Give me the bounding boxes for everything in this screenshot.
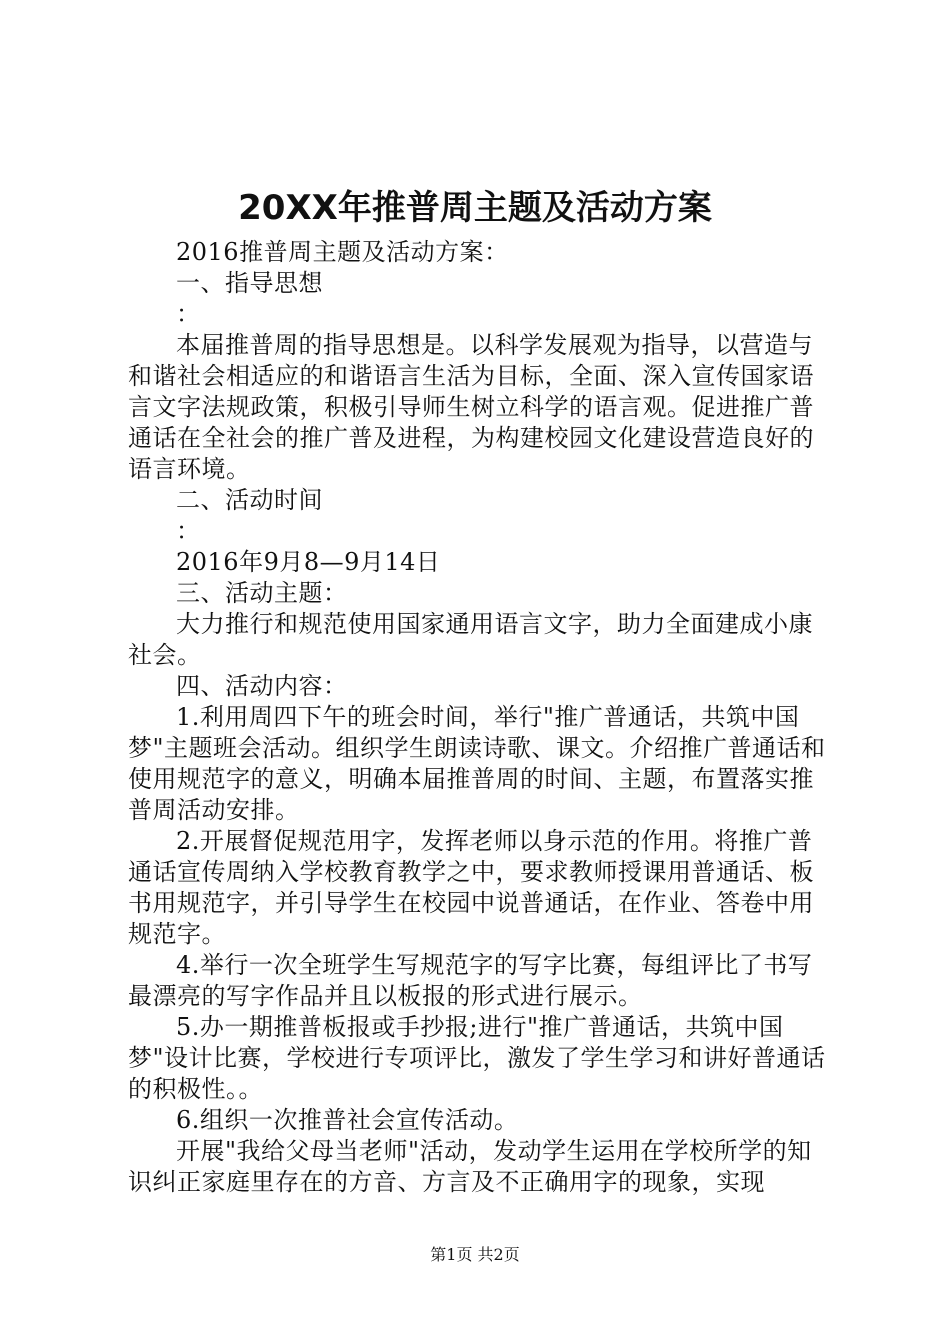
paragraph-guiding-thought: 本届推普周的指导思想是。以科学发展观为指导，以营造与和谐社会相适应的和谐语言生活为目标，全面、深入宣传国家语言文字法规政策，积极引导师生树立科学的语言观。促进推广普通话在全社会的推广普及进程，为构建校园文化建设营造良好的语言环境。 <box>128 331 814 483</box>
heading-activity-time: 二、活动时间 <box>176 486 323 514</box>
list-item: 1.利用周四下午的班会时间，举行"推广普通话，共筑中国梦"主题班会活动。组织学生朗读诗歌、课文。介绍推广普通话和使用规范字的意义，明确本届推普周的时间、主题，布置落实推普周活动安排。 <box>128 703 826 824</box>
heading-activity-content: 四、活动内容： <box>176 672 348 700</box>
colon-line: ： <box>176 517 201 545</box>
paragraph-intro: 2016推普周主题及活动方案： <box>176 238 509 266</box>
document-title: 20XX年推普周主题及活动方案 <box>238 188 712 228</box>
page-number-footer: 第1页 共2页 <box>430 1245 520 1264</box>
document-body <box>128 237 828 1198</box>
heading-activity-theme: 三、活动主题： <box>176 579 348 607</box>
colon-line: ： <box>176 300 201 328</box>
paragraph-activity-theme: 大力推行和规范使用国家通用语言文字，助力全面建成小康社会。 <box>128 610 813 669</box>
heading-guiding-thought: 一、指导思想 <box>176 269 323 297</box>
list-item: 2.开展督促规范用字，发挥老师以身示范的作用。将推广普通话宣传周纳入学校教育教学之中，要求教师授课用普通话、板书用规范字，并引导学生在校园中说普通话，在作业、答卷中用规范字。 <box>128 827 814 948</box>
paragraph-home-activity: 开展"我给父母当老师"活动，发动学生运用在学校所学的知识纠正家庭里存在的方音、方言及不正确用字的现象，实现 <box>128 1137 812 1196</box>
list-item: 5.办一期推普板报或手抄报;进行"推广普通话，共筑中国梦"设计比赛，学校进行专项评比，激发了学生学习和讲好普通话的积极性。。 <box>128 1013 826 1103</box>
paragraph-activity-date: 2016年9月8—9月14日 <box>176 548 441 576</box>
list-item: 4.举行一次全班学生写规范字的写字比赛，每组评比了书写最漂亮的写字作品并且以板报的形式进行展示。 <box>128 951 813 1010</box>
list-item: 6.组织一次推普社会宣传活动。 <box>176 1106 519 1134</box>
